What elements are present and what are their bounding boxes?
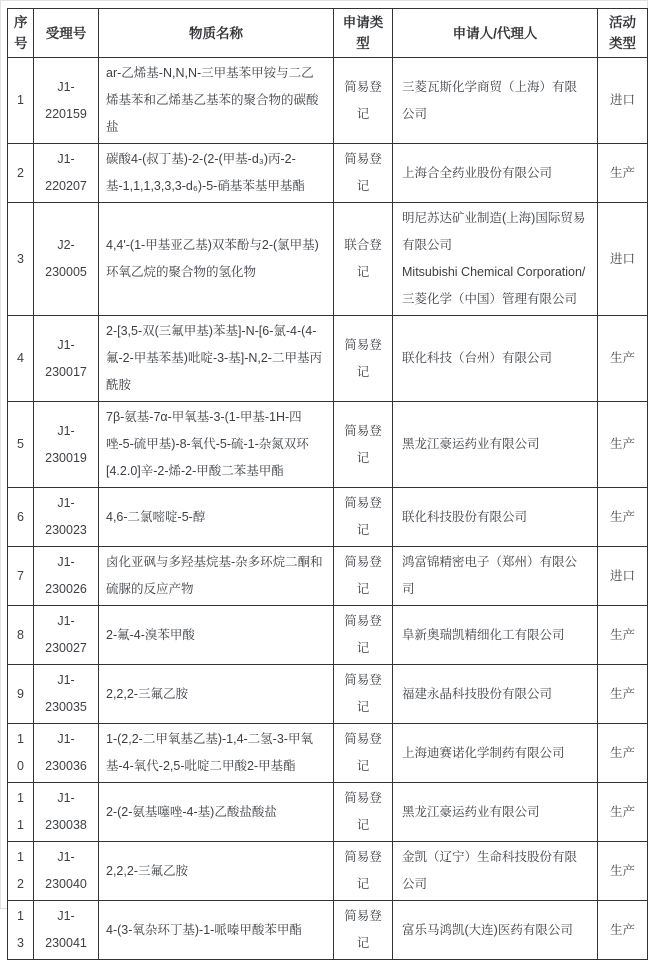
- applicant-entry: 联化科技（台州）有限公司: [402, 351, 553, 365]
- applicant-entry: 上海合全药业股份有限公司: [402, 165, 553, 180]
- cell-substance-name: 碳酸4-(叔丁基)-2-(2-(甲基-d₃)丙-2-基-1,1,1,3,3,3-d₆)-5-硝基苯基甲基酯: [99, 144, 334, 203]
- cell-activity-type: 进口: [598, 58, 648, 144]
- cell-seq: 10: [8, 724, 34, 783]
- cell-activity-type: 生产: [598, 402, 648, 488]
- cell-application-type: 简易登记: [334, 665, 393, 724]
- header-row: [8, 9, 648, 58]
- cell-activity-type: 生产: [598, 783, 648, 842]
- cell-acceptance-number: J2-230005: [34, 203, 99, 316]
- cell-application-type: 简易登记: [334, 547, 393, 606]
- applicant-entry: 黑龙江豪运药业有限公司: [402, 804, 540, 819]
- cell-acceptance-number: J1-230019: [34, 402, 99, 488]
- cell-application-type: 简易登记: [334, 783, 393, 842]
- registration-table: [7, 8, 648, 960]
- table-row: [8, 783, 648, 842]
- applicant-entry: 福建永晶科技股份有限公司: [402, 686, 553, 701]
- cell-applicant: [393, 402, 598, 488]
- cell-acceptance-number: J1-230036: [34, 724, 99, 783]
- table-row: [8, 842, 648, 901]
- cell-substance-name: ar-乙烯基-N,N,N-三甲基苯甲铵与二乙烯基苯和乙烯基乙基苯的聚合物的碳酸盐: [99, 58, 334, 144]
- cell-acceptance-number: J1-230038: [34, 783, 99, 842]
- cell-acceptance-number: J1-230026: [34, 547, 99, 606]
- table-row: [8, 402, 648, 488]
- cell-applicant: [393, 547, 598, 606]
- applicant-entry: 三菱瓦斯化学商贸（上海）有限公司: [402, 79, 578, 121]
- cell-applicant: [393, 606, 598, 665]
- cell-substance-name: 7β-氨基-7α-甲氧基-3-(1-甲基-1H-四唑-5-硫甲基)-8-氧代-5-硫-1-杂氮双环[4.2.0]辛-2-烯-2-甲酸二苯基甲酯: [99, 402, 334, 488]
- table-row: [8, 488, 648, 547]
- applicant-entry: 黑龙江豪运药业有限公司: [402, 437, 540, 451]
- cell-applicant: [393, 842, 598, 901]
- cell-substance-name: 2-[3,5-双(三氟甲基)苯基]-N-[6-氯-4-(4-氟-2-甲基苯基)吡啶-3-基]-N,2-二甲基丙酰胺: [99, 316, 334, 402]
- table-row: [8, 606, 648, 665]
- cell-acceptance-number: J1-230027: [34, 606, 99, 665]
- table-row: [8, 58, 648, 144]
- cell-activity-type: 进口: [598, 203, 648, 316]
- table-row: [8, 665, 648, 724]
- applicant-entry: 富乐马鸿凯(大连)医药有限公司: [402, 922, 573, 937]
- cell-applicant: [393, 58, 598, 144]
- cell-substance-name: 1-(2,2-二甲氧基乙基)-1,4-二氢-3-甲氧基-4-氧代-2,5-吡啶二甲酸2-甲基酯: [99, 724, 334, 783]
- table-row: [8, 203, 648, 316]
- cell-seq: 12: [8, 842, 34, 901]
- cell-application-type: 简易登记: [334, 316, 393, 402]
- applicant-entry: 明尼苏达矿业制造(上海)国际贸易有限公司: [402, 211, 586, 252]
- applicant-entry: 鸿富锦精密电子（郑州）有限公司: [402, 555, 578, 596]
- cell-acceptance-number: J1-230040: [34, 842, 99, 901]
- cell-applicant: [393, 665, 598, 724]
- cell-acceptance-number: J1-230041: [34, 901, 99, 960]
- cell-seq: 1: [8, 58, 34, 144]
- applicant-entry: 金凯（辽宁）生命科技股份有限公司: [402, 850, 578, 891]
- table-row: [8, 547, 648, 606]
- cell-acceptance-number: J1-230017: [34, 316, 99, 402]
- cell-seq: 9: [8, 665, 34, 724]
- cell-seq: 2: [8, 144, 34, 203]
- column-header-app_type: 申请类型: [334, 9, 393, 58]
- column-header-seq: 序号: [8, 9, 34, 58]
- cell-seq: 7: [8, 547, 34, 606]
- cell-application-type: 简易登记: [334, 842, 393, 901]
- cell-seq: 4: [8, 316, 34, 402]
- cell-substance-name: 4,6-二氯嘧啶-5-醇: [99, 488, 334, 547]
- column-header-acceptance: 受理号: [34, 9, 99, 58]
- cell-substance-name: 卤化亚砜与多羟基烷基-杂多环烷二酮和硫脲的反应产物: [99, 547, 334, 606]
- table-row: [8, 901, 648, 960]
- cell-acceptance-number: J1-220207: [34, 144, 99, 203]
- cell-seq: 13: [8, 901, 34, 960]
- cell-substance-name: 4-(3-氧杂环丁基)-1-哌嗪甲酸苯甲酯: [99, 901, 334, 960]
- cell-acceptance-number: J1-230023: [34, 488, 99, 547]
- cell-activity-type: 生产: [598, 606, 648, 665]
- cell-application-type: 简易登记: [334, 901, 393, 960]
- cell-substance-name: 4,4'-(1-甲基亚乙基)双苯酚与2-(氯甲基)环氧乙烷的聚合物的氢化物: [99, 203, 334, 316]
- cell-applicant: [393, 488, 598, 547]
- cell-application-type: 简易登记: [334, 724, 393, 783]
- column-header-applicant: 申请人/代理人: [393, 9, 598, 58]
- table-row: [8, 724, 648, 783]
- cell-substance-name: 2,2,2-三氟乙胺: [99, 665, 334, 724]
- cell-applicant: [393, 144, 598, 203]
- applicant-entry: 联化科技股份有限公司: [402, 509, 528, 524]
- cell-applicant: [393, 203, 598, 316]
- cell-activity-type: 生产: [598, 842, 648, 901]
- cell-applicant: [393, 901, 598, 960]
- cell-substance-name: 2,2,2-三氟乙胺: [99, 842, 334, 901]
- cell-seq: 8: [8, 606, 34, 665]
- cell-application-type: 简易登记: [334, 606, 393, 665]
- cell-seq: 5: [8, 402, 34, 488]
- cell-substance-name: 2-氟-4-溴苯甲酸: [99, 606, 334, 665]
- cell-application-type: 简易登记: [334, 58, 393, 144]
- applicant-entry: Mitsubishi Chemical Corporation/三菱化学（中国）管理有限公司: [402, 265, 586, 306]
- cell-seq: 3: [8, 203, 34, 316]
- cell-acceptance-number: J1-230035: [34, 665, 99, 724]
- cell-applicant: [393, 783, 598, 842]
- table-row: [8, 316, 648, 402]
- cell-acceptance-number: J1-220159: [34, 58, 99, 144]
- applicant-entry: 阜新奥瑞凯精细化工有限公司: [402, 627, 565, 642]
- cell-seq: 11: [8, 783, 34, 842]
- cell-seq: 6: [8, 488, 34, 547]
- cell-applicant: [393, 724, 598, 783]
- cell-application-type: 联合登记: [334, 203, 393, 316]
- cell-activity-type: 生产: [598, 724, 648, 783]
- cell-activity-type: 生产: [598, 665, 648, 724]
- cell-activity-type: 生产: [598, 144, 648, 203]
- cell-substance-name: 2-(2-氨基噻唑-4-基)乙酸盐酸盐: [99, 783, 334, 842]
- table-row: [8, 144, 648, 203]
- cell-activity-type: 生产: [598, 488, 648, 547]
- cell-activity-type: 生产: [598, 316, 648, 402]
- column-header-substance: 物质名称: [99, 9, 334, 58]
- cell-application-type: 简易登记: [334, 144, 393, 203]
- cell-activity-type: 进口: [598, 547, 648, 606]
- cell-applicant: [393, 316, 598, 402]
- applicant-entry: 上海迪赛诺化学制药有限公司: [402, 745, 565, 760]
- cell-application-type: 简易登记: [334, 402, 393, 488]
- cell-application-type: 简易登记: [334, 488, 393, 547]
- column-header-activity: 活动类型: [598, 9, 648, 58]
- cell-activity-type: 生产: [598, 901, 648, 960]
